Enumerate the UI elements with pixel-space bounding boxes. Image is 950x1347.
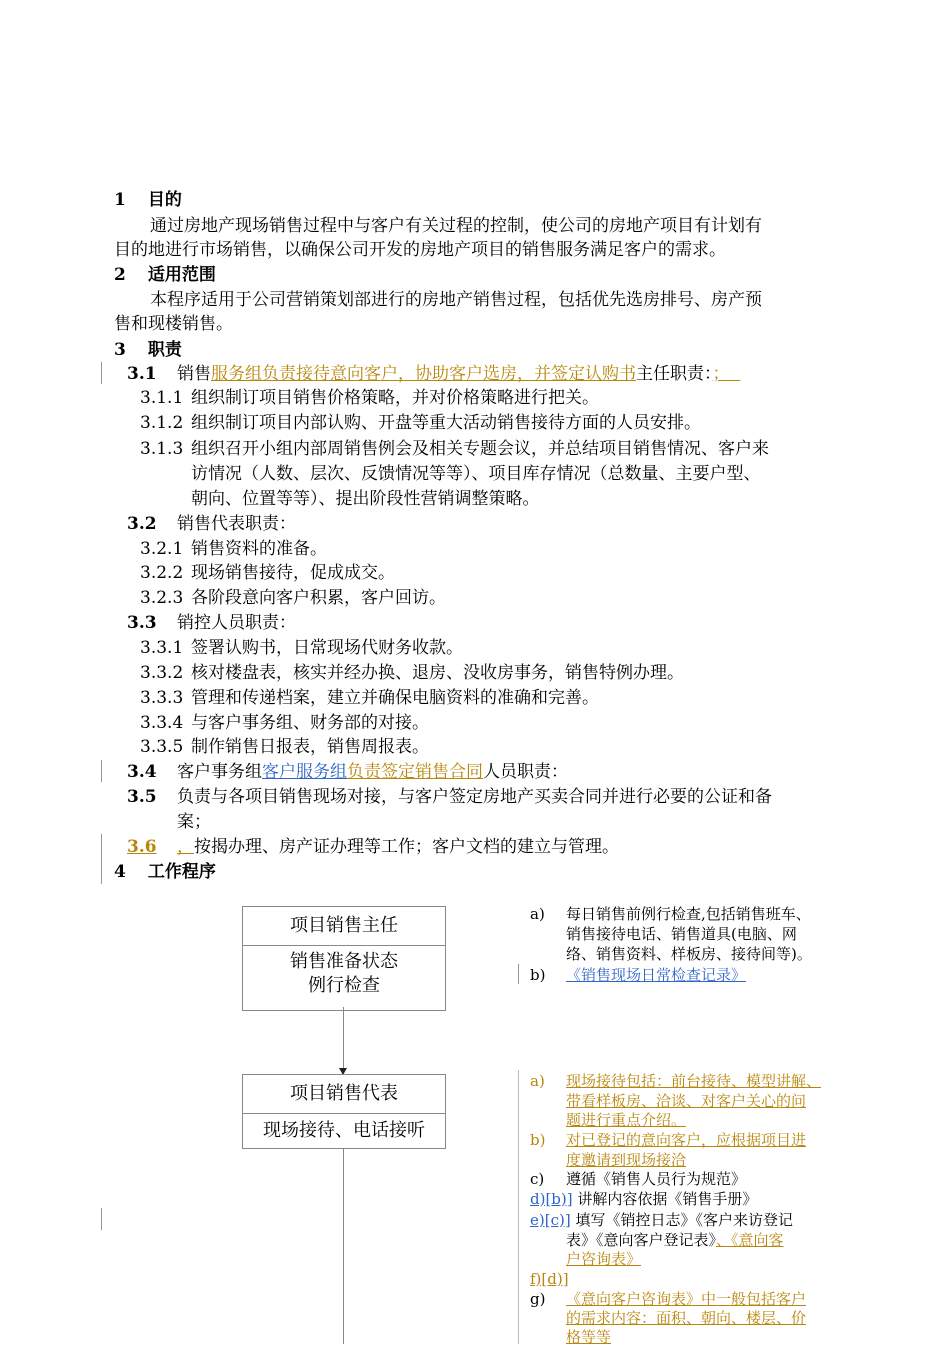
clause-3-2-2: 3.2.2 现场销售接待，促成成交。 bbox=[140, 563, 395, 583]
clause-3-3-2: 3.3.2 核对楼盘表，核实并经办换、退房、没收房事务，销售特例办理。 bbox=[140, 663, 684, 683]
section-heading-1: 1 目的 bbox=[114, 190, 182, 210]
clause-3-3: 3.3 销控人员职责： bbox=[127, 613, 296, 633]
change-bar bbox=[518, 964, 519, 984]
clause-3-3-3: 3.3.3 管理和传递档案，建立并确保电脑资料的准确和完善。 bbox=[140, 688, 599, 708]
flow-connector bbox=[343, 1007, 344, 1075]
note-2e-cont: 表》《意向客户登记表》、《意向客 bbox=[566, 1231, 784, 1249]
note-2c: c) 遵循《销售人员行为规范》 bbox=[530, 1170, 747, 1188]
flow-box-task: 现场接待、电话接听 bbox=[243, 1113, 445, 1148]
form-link[interactable]: 《销售现场日常检查记录》 bbox=[566, 966, 747, 984]
clause-3-1-1: 3.1.1 组织制订项目销售价格策略，并对价格策略进行把关。 bbox=[140, 388, 599, 408]
flow-box-role: 项目销售代表 bbox=[290, 1083, 398, 1104]
flow-box-sales-rep bbox=[242, 1074, 446, 1149]
clause-3-3-4: 3.3.4 与客户事务组、财务部的对接。 bbox=[140, 713, 429, 733]
clause-3-2: 3.2 销售代表职责： bbox=[127, 514, 296, 534]
note-2f: f)[d)] bbox=[530, 1270, 569, 1288]
clause-3-5: 3.5 负责与各项目销售现场对接，与客户签定房地产买卖合同并进行必要的公证和备 bbox=[127, 787, 772, 807]
change-bar bbox=[101, 760, 102, 782]
clause-3-6: 3.6 ，按揭办理、房产证办理等工作；客户文档的建立与管理。 bbox=[127, 837, 619, 857]
note-2b: b) 对已登记的意向客户，应根据项目进 bbox=[530, 1131, 807, 1149]
section-heading-3: 3 职责 bbox=[114, 340, 182, 360]
note-1a-cont1: 销售接待电话、销售道具(电脑、网 bbox=[566, 925, 797, 943]
clause-3-3-1: 3.3.1 签署认购书，日常现场代财务收款。 bbox=[140, 638, 463, 658]
tracked-link-text[interactable]: 客户服务组 bbox=[262, 762, 347, 782]
flow-connector bbox=[343, 1148, 344, 1344]
clause-3-5-cont: 案； bbox=[177, 812, 211, 832]
note-1a-cont2: 络、销售资料、样板房、接待间等)。 bbox=[566, 945, 812, 963]
note-2g-cont2: 格等等 bbox=[566, 1328, 612, 1346]
section-heading-2: 2 适用范围 bbox=[114, 265, 216, 285]
flow-box-role: 项目销售主任 bbox=[290, 915, 398, 936]
clause-3-1-3: 3.1.3 组织召开小组内部周销售例会及相关专题会议，并总结项目销售情况、客户来 bbox=[140, 439, 769, 459]
note-2e-cont2: 户咨询表》 bbox=[566, 1250, 642, 1268]
paragraph-scope-line2: 售和现楼销售。 bbox=[114, 314, 233, 334]
clause-3-1-3-cont1: 访情况（人数、层次、反馈情况等等）、项目库存情况（总数量、主要户型、 bbox=[191, 464, 761, 484]
note-2e: e)[c)] 填写《销控日志》《客户来访登记 bbox=[530, 1211, 793, 1229]
note-2b-cont: 度邀请到现场接洽 bbox=[566, 1151, 687, 1169]
note-1b: b) 《销售现场日常检查记录》 bbox=[530, 966, 747, 984]
note-2g: g) 《意向客户咨询表》中一般包括客户 bbox=[530, 1290, 807, 1308]
clause-3-1-3-cont2: 朝向、位置等等）、提出阶段性营销调整策略。 bbox=[191, 489, 540, 509]
note-2g-cont1: 的需求内容：面积、朝向、楼层、价 bbox=[566, 1309, 807, 1327]
clause-3-3-5: 3.3.5 制作销售日报表，销售周报表。 bbox=[140, 737, 429, 757]
column-divider bbox=[518, 1070, 519, 1344]
clause-3-4: 3.4 客户事务组客户服务组负责签定销售合同人员职责： bbox=[127, 762, 568, 782]
clause-3-2-3: 3.2.3 各阶段意向客户积累，客户回访。 bbox=[140, 588, 446, 608]
note-2a: a) 现场接待包括：前台接待、模型讲解、 bbox=[530, 1072, 822, 1090]
change-bar bbox=[101, 362, 102, 384]
clause-3-1-2: 3.1.2 组织制订项目内部认购、开盘等重大活动销售接待方面的人员安排。 bbox=[140, 413, 701, 433]
flow-box-sales-manager bbox=[242, 906, 446, 1011]
clause-3-1: 3.1 销售服务组负责接待意向客户，协助客户选房，并签定认购书主任职责：； bbox=[127, 364, 730, 384]
change-bar bbox=[101, 834, 102, 884]
note-2d: d)[b)] 讲解内容依据《销售手册》 bbox=[530, 1190, 758, 1208]
paragraph-purpose-line1: 通过房地产现场销售过程中与客户有关过程的控制，使公司的房地产项目有计划有 bbox=[150, 216, 762, 236]
note-2a-cont2: 题进行重点介绍。 bbox=[566, 1111, 687, 1129]
change-bar bbox=[101, 1208, 102, 1230]
clause-3-2-1: 3.2.1 销售资料的准备。 bbox=[140, 539, 327, 559]
note-1a: a) 每日销售前例行检查,包括销售班车、 bbox=[530, 905, 811, 923]
paragraph-purpose-line2: 目的地进行市场销售，以确保公司开发的房地产项目的销售服务满足客户的需求。 bbox=[114, 240, 726, 260]
flow-box-task: 销售准备状态 例行检查 bbox=[243, 945, 445, 1010]
section-heading-4: 4 工作程序 bbox=[114, 862, 216, 882]
note-2a-cont1: 带看样板房、洽谈、对客户关心的问 bbox=[566, 1092, 807, 1110]
paragraph-scope-line1: 本程序适用于公司营销策划部进行的房地产销售过程，包括优先选房排号、房产预 bbox=[150, 290, 762, 310]
